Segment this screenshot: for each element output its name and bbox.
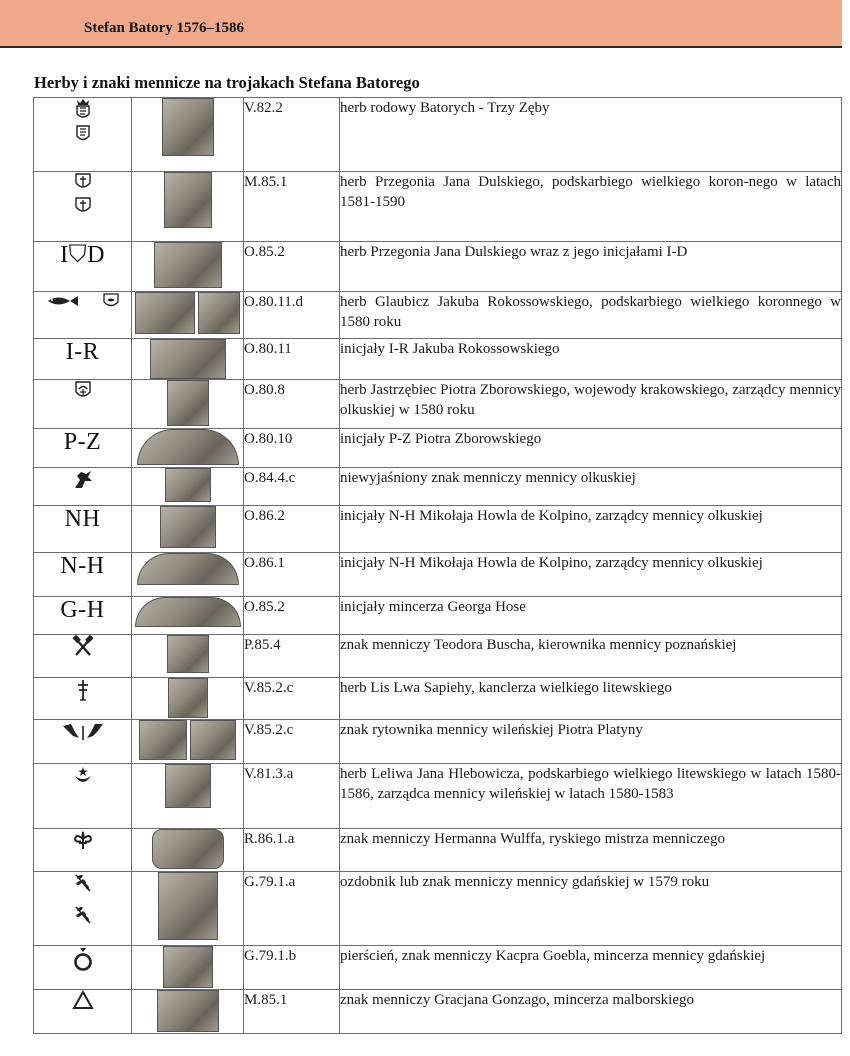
desc-cell: znak menniczy Hermanna Wulffa, ryskiego mistrza menniczego [340, 829, 842, 872]
ref-cell: V.85.2.c [244, 678, 340, 720]
ref-cell: P.85.4 [244, 635, 340, 678]
mark-cell [34, 678, 132, 720]
mark-cell [34, 468, 132, 506]
table-row [34, 597, 842, 635]
photo-cell [132, 339, 244, 380]
desc-cell: herb Jastrzębiec Piotra Zborowskiego, wojewody krakowskiego, zarządcy mennicy olkuskiej w 1580 roku [340, 380, 842, 429]
jastrzebiec-shield-icon [74, 380, 92, 402]
desc-cell: znak menniczy Teodora Buscha, kierownika mennicy poznańskiej [340, 635, 842, 678]
triangle-icon [72, 990, 94, 1010]
table-row [34, 764, 842, 829]
photo-cell [132, 990, 244, 1034]
coin-photo [164, 172, 212, 228]
photo-cell [132, 468, 244, 506]
coin-photo [150, 339, 226, 379]
table-row [34, 553, 842, 597]
initials-mark: P-Z [63, 429, 102, 455]
table-row [34, 468, 842, 506]
coin-photo [190, 720, 236, 760]
ref-cell: M.85.1 [244, 990, 340, 1034]
ref-cell: O.84.4.c [244, 468, 340, 506]
desc-cell: znak menniczy Gracjana Gonzago, mincerza malborskiego [340, 990, 842, 1034]
desc-cell: inicjały P-Z Piotra Zborowskiego [340, 429, 842, 468]
ref-cell: G.79.1.a [244, 872, 340, 946]
crossed-hammers-icon [72, 635, 94, 659]
coin-photo [135, 292, 195, 334]
coin-photo [165, 468, 211, 502]
mark-cell [34, 429, 132, 468]
photo-cell [132, 292, 244, 339]
photo-cell [132, 764, 244, 829]
initials-mark: N-H [60, 553, 105, 579]
table-row [34, 242, 842, 292]
branch-icon [73, 904, 93, 926]
photo-cell [132, 597, 244, 635]
branch-icon [73, 872, 93, 894]
table-row [34, 829, 842, 872]
desc-cell: herb Przegonia Jana Dulskiego wraz z jego inicjałami I-D [340, 242, 842, 292]
section-title: Herby i znaki mennicze na trojakach Stefana Batorego [34, 73, 420, 92]
photo-cell [132, 829, 244, 872]
ref-cell: O.85.2 [244, 242, 340, 292]
table-row [34, 872, 842, 946]
desc-cell: herb Lis Lwa Sapiehy, kanclerza wielkiego litewskiego [340, 678, 842, 720]
table-row [34, 172, 842, 242]
desc-cell: herb Leliwa Jana Hlebowicza, podskarbiego wielkiego litewskiego w latach 1580-1586, zarządca mennicy wileńskiej w latach 1580-1583 [340, 764, 842, 829]
desc-cell: ozdobnik lub znak menniczy mennicy gdańskiej w 1579 roku [340, 872, 842, 946]
ref-cell: O.85.2 [244, 597, 340, 635]
mark-cell [34, 946, 132, 990]
mark-cell [34, 829, 132, 872]
desc-cell: inicjały N-H Mikołaja Howla de Kolpino, zarządcy mennicy olkuskiej [340, 553, 842, 597]
mark-cell [34, 597, 132, 635]
ref-cell: V.85.2.c [244, 720, 340, 764]
photo-cell [132, 172, 244, 242]
mark-cell [34, 292, 132, 339]
photo-cell [132, 678, 244, 720]
ref-cell: V.82.2 [244, 98, 340, 172]
photo-cell [132, 242, 244, 292]
coin-photo [157, 990, 219, 1032]
table-row [34, 990, 842, 1034]
table-row [34, 339, 842, 380]
mark-cell [34, 339, 132, 380]
przegonia-shield-icon [74, 172, 92, 192]
mark-cell [34, 635, 132, 678]
desc-cell: herb rodowy Batorych - Trzy Zęby [340, 98, 842, 172]
coin-photo [160, 506, 216, 548]
griffin-icon [71, 468, 95, 490]
desc-cell: inicjały mincerza Georga Hose [340, 597, 842, 635]
przegonia-shield-icon [74, 196, 92, 216]
initials-mark: I-R [65, 339, 100, 365]
three-teeth-shield-icon [75, 124, 91, 144]
table-row [34, 429, 842, 468]
coin-photo [152, 829, 224, 869]
ref-cell: O.86.2 [244, 506, 340, 553]
photo-cell [132, 429, 244, 468]
table-row [34, 720, 842, 764]
ref-cell: V.81.3.a [244, 764, 340, 829]
initials-mark: G-H [60, 597, 105, 623]
mark-cell [34, 380, 132, 429]
mark-cell [34, 98, 132, 172]
fish-icon [46, 294, 80, 308]
ref-cell: M.85.1 [244, 172, 340, 242]
photo-cell [132, 553, 244, 597]
header-band [0, 0, 842, 48]
photo-cell [132, 946, 244, 990]
coin-photo [167, 635, 209, 673]
ref-cell: O.80.8 [244, 380, 340, 429]
coin-photo [137, 553, 239, 585]
double-cross-icon [76, 678, 90, 702]
table-row [34, 635, 842, 678]
coin-photo [135, 597, 241, 627]
table-row [34, 380, 842, 429]
desc-cell: inicjały N-H Mikołaja Howla de Kolpino, zarządcy mennicy olkuskiej [340, 506, 842, 553]
fleur-de-lis-icon [72, 829, 94, 851]
ref-cell: G.79.1.b [244, 946, 340, 990]
mark-cell [34, 553, 132, 597]
photo-cell [132, 98, 244, 172]
table-row [34, 678, 842, 720]
ring-icon [73, 946, 93, 972]
table-row [34, 98, 842, 172]
ref-cell: O.80.11.d [244, 292, 340, 339]
mark-cell [34, 720, 132, 764]
coin-photo [165, 764, 211, 808]
mark-cell [34, 172, 132, 242]
mark-cell [34, 242, 132, 292]
glaubicz-shield-icon [102, 292, 120, 310]
initials-mark: NH [64, 506, 101, 532]
photo-cell [132, 380, 244, 429]
crescent-star-icon [73, 764, 93, 786]
desc-cell: pierścień, znak menniczy Kacpra Goebla, mincerza mennicy gdańskiej [340, 946, 842, 990]
desc-cell: znak rytownika mennicy wileńskiej Piotra Platyny [340, 720, 842, 764]
coin-photo [198, 292, 240, 334]
desc-cell: inicjały I-R Jakuba Rokossowskiego [340, 339, 842, 380]
photo-cell [132, 506, 244, 553]
desc-cell: herb Glaubicz Jakuba Rokossowskiego, podskarbiego wielkiego koronnego w 1580 roku [340, 292, 842, 339]
photo-cell [132, 635, 244, 678]
table-row [34, 506, 842, 553]
coin-photo [163, 946, 213, 988]
desc-cell: niewyjaśniony znak menniczy mennicy olkuskiej [340, 468, 842, 506]
ref-cell: O.80.11 [244, 339, 340, 380]
coin-photo [162, 98, 214, 156]
header-title: Stefan Batory 1576–1586 [84, 20, 244, 36]
mark-cell [34, 506, 132, 553]
mark-cell [34, 764, 132, 829]
table-row [34, 292, 842, 339]
mark-cell [34, 990, 132, 1034]
table-row [34, 946, 842, 990]
marks-table [33, 97, 842, 1034]
mark-cell [34, 872, 132, 946]
desc-cell: herb Przegonia Jana Dulskiego, podskarbiego wielkiego koron-nego w latach 1581-1590 [340, 172, 842, 242]
ref-cell: R.86.1.a [244, 829, 340, 872]
three-teeth-crowned-shield-icon [75, 98, 91, 120]
photo-cell [132, 720, 244, 764]
coin-photo [154, 242, 222, 288]
coin-photo [137, 429, 239, 465]
coin-photo [139, 720, 187, 760]
coin-photo [158, 872, 218, 940]
ref-cell: O.86.1 [244, 553, 340, 597]
coin-photo [168, 678, 208, 718]
ref-cell: O.80.10 [244, 429, 340, 468]
initials-mark: I⛉D [60, 242, 105, 268]
coin-photo [167, 380, 209, 426]
engraver-tools-icon [61, 720, 105, 742]
photo-cell [132, 872, 244, 946]
